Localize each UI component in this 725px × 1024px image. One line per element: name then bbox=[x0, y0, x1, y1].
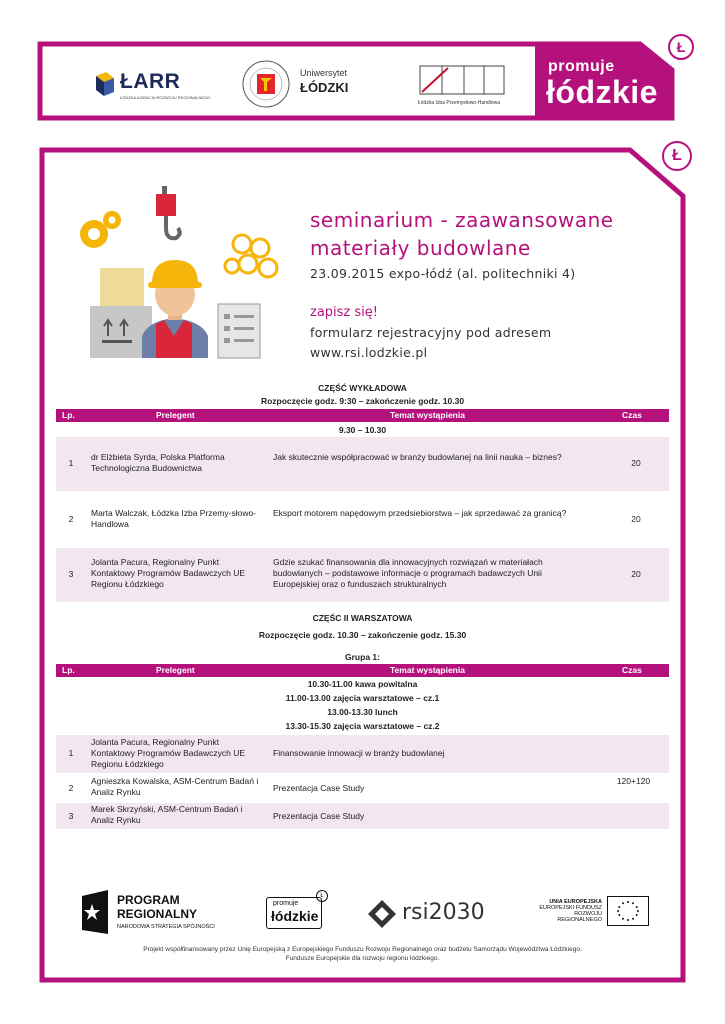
row-czas: 20 bbox=[631, 514, 641, 524]
schedule-item: 13.30-15.30 zajęcia warsztatowe – cz.2 bbox=[285, 721, 440, 731]
row-temat: Jak skutecznie współpracować w branży budowlanej na linii nauka – biznes? bbox=[273, 452, 562, 462]
footer-promuje: promuje bbox=[273, 900, 299, 907]
row-lp: 1 bbox=[68, 748, 74, 758]
part2-table-header bbox=[56, 664, 669, 677]
row-czas: 20 bbox=[631, 458, 641, 468]
footer-lodzkie: łódzkie bbox=[271, 908, 319, 924]
table-row bbox=[56, 437, 669, 491]
promuje-lodzkie-footer-logo bbox=[266, 897, 322, 929]
molecule-icon bbox=[225, 235, 277, 277]
row-prelegent: Marek Skrzyński, ASM-Centrum Badań i Analiz Rynku bbox=[91, 804, 243, 825]
row-temat: Gdzie szukać finansowania dla innowacyjnych rozwiązań w materiałach budowlanych – podstawowe informacje o programach badawczych Unii Europejskiej oraz o funduszach strukturalnych bbox=[273, 557, 543, 589]
university-logo bbox=[240, 58, 370, 108]
row-temat: Prezentacja Case Study bbox=[273, 783, 365, 793]
event-title-line2: materiały budowlane bbox=[310, 236, 531, 260]
lip-subtitle: Łódzka Izba Przemysłowo-Handlowa bbox=[418, 100, 500, 106]
lip-emblem-icon bbox=[418, 62, 508, 98]
row-prelegent: Marta Walczak, Łódzka Izba Przemy-słowo-Handlowa bbox=[91, 508, 257, 529]
schedule-item: 13.00-13.30 lunch bbox=[327, 707, 398, 717]
lodzkie-symbol-icon: Ł bbox=[662, 141, 692, 171]
header-lp: Lp. bbox=[62, 410, 75, 420]
worker-illustration bbox=[72, 186, 287, 361]
header-temat: Temat wystąpienia bbox=[390, 665, 465, 675]
row-temat: Prezentacja Case Study bbox=[273, 811, 365, 821]
program-regionalny-emblem-icon bbox=[78, 890, 112, 934]
funding-note-line1: Projekt współfinansowany przez Unię Europejską z Europejskiego Funduszu Rozwoju Regionalnego oraz budżetu Samorządu Województwa Łódzkiego. bbox=[143, 946, 582, 953]
header-czas: Czas bbox=[622, 665, 642, 675]
larr-subtitle: ŁÓDZKA AGENCJA ROZWOJU REGIONALNEGO bbox=[120, 95, 211, 100]
header-prelegent: Prelegent bbox=[156, 665, 195, 675]
schedule-item: 11.00-13.00 zajęcia warsztatowe – cz.1 bbox=[285, 693, 440, 703]
row-temat: Finansowanie innowacji w branży budowlanej bbox=[273, 748, 445, 758]
larr-cube-icon bbox=[90, 68, 118, 102]
part2-time-range: Rozpoczęcie godz. 10.30 – zakończenie godz. 15.30 bbox=[258, 630, 467, 640]
program-line1: PROGRAM bbox=[117, 893, 180, 907]
program-line3: NARODOWA STRATEGIA SPÓJNOŚCI bbox=[117, 924, 215, 930]
university-name-line1: Uniwersytet bbox=[300, 68, 348, 78]
header-temat: Temat wystąpienia bbox=[390, 410, 465, 420]
signup-label: zapisz się! bbox=[310, 305, 378, 320]
rsi-logo-text: rsi2030 bbox=[402, 900, 485, 925]
row-prelegent: Jolanta Pacura, Regionalny Punkt Kontaktowy Programów Badawczych UE Regionu Łódzkiego bbox=[91, 557, 246, 589]
part2-title: CZĘŚC II WARSZATOWA bbox=[312, 613, 413, 623]
header-lp: Lp. bbox=[62, 665, 75, 675]
row-prelegent: Agnieszka Kowalska, ASM-Centrum Badań i Analiz Rynku bbox=[91, 776, 259, 797]
row-lp: 1 bbox=[68, 458, 74, 468]
lip-logo bbox=[418, 62, 518, 110]
lodzkie-label: łódzkie bbox=[546, 74, 658, 110]
row-lp: 2 bbox=[68, 514, 74, 524]
gear-icon bbox=[80, 211, 121, 248]
workshop-duration: 120+120 bbox=[598, 774, 669, 802]
table-row bbox=[56, 735, 669, 773]
funding-note-line2: Fundusze Europejskie dla rozwoju regionu łódzkiego. bbox=[285, 955, 440, 962]
row-prelegent: dr Elżbieta Syrda, Polska Platforma Technologiczna Budownictwa bbox=[91, 452, 225, 473]
row-prelegent: Jolanta Pacura, Regionalny Punkt Kontaktowy Programów Badawczych UE Regionu Łódzkiego bbox=[91, 737, 246, 769]
lodzkie-symbol-icon: Ł bbox=[668, 34, 694, 60]
eu-flag-icon bbox=[607, 896, 649, 926]
eu-line1: UNIA EUROPEJSKA bbox=[549, 899, 602, 905]
event-date-location: 23.09.2015 expo-łódź (al. politechniki 4) bbox=[310, 266, 576, 281]
table-row bbox=[56, 492, 669, 547]
event-title-line1: seminarium - zaawansowane bbox=[310, 208, 614, 232]
row-temat: Eksport motorem napędowym przedsiebiorstwa – jak sprzedawać za granicą? bbox=[273, 508, 567, 518]
larr-logo bbox=[90, 66, 211, 106]
larr-name: ŁARR bbox=[120, 70, 181, 93]
promuje-label: promuje bbox=[548, 58, 615, 75]
eu-line3: ROZWOJU REGIONALNEGO bbox=[557, 911, 602, 923]
table-row bbox=[56, 548, 669, 602]
registration-form-text: formularz rejestracyjny pod adresem bbox=[310, 325, 552, 340]
part1-title: CZĘŚĆ WYKŁADOWA bbox=[318, 383, 407, 393]
header-czas: Czas bbox=[622, 410, 642, 420]
program-line2: REGIONALNY bbox=[117, 907, 198, 921]
eu-line2: EUROPEJSKI FUNDUSZ bbox=[539, 905, 602, 911]
row-lp: 2 bbox=[68, 783, 74, 793]
part1-session-time: 9.30 – 10.30 bbox=[338, 425, 387, 435]
schedule-item: 10.30-11.00 kawa powitalna bbox=[307, 679, 418, 689]
part1-time-range: Rozpoczęcie godz. 9:30 – zakończenie godz. 10.30 bbox=[260, 396, 465, 406]
part1-table-header bbox=[56, 409, 669, 422]
row-lp: 3 bbox=[68, 811, 74, 821]
university-name-line2: ŁÓDZKI bbox=[300, 80, 349, 95]
lodzkie-symbol-icon: Ł bbox=[316, 890, 328, 902]
university-seal-icon bbox=[240, 58, 292, 110]
row-czas: 20 bbox=[631, 569, 641, 579]
table-row bbox=[56, 774, 669, 802]
rsi-diamond-icon bbox=[366, 898, 398, 930]
part2-group: Grupa 1: bbox=[345, 652, 380, 662]
table-row bbox=[56, 803, 669, 829]
row-lp: 3 bbox=[68, 569, 74, 579]
eu-text bbox=[530, 899, 602, 923]
registration-url[interactable]: www.rsi.lodzkie.pl bbox=[310, 345, 428, 360]
header-prelegent: Prelegent bbox=[156, 410, 195, 420]
